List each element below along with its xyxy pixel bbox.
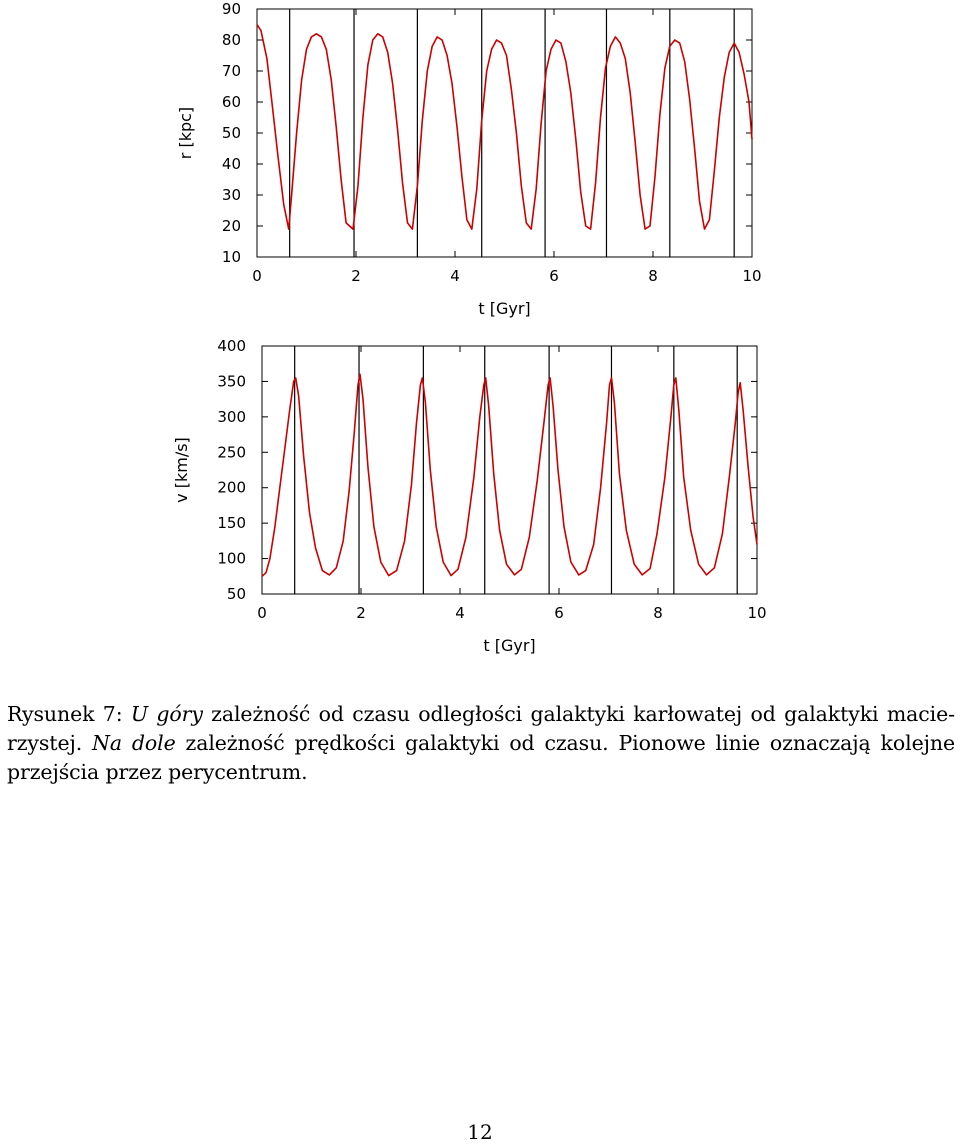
y-tick-label: 60 bbox=[221, 93, 241, 111]
x-tick-label: 2 bbox=[351, 267, 361, 285]
figure-caption bbox=[7, 700, 955, 787]
caption-line2-start: rzystej. bbox=[7, 731, 83, 755]
caption-line1-rest: zależność od czasu odległości galaktyki karłowatej od galaktyki macie- bbox=[211, 702, 955, 726]
series-line-rt bbox=[257, 25, 752, 230]
velocity-chart bbox=[172, 337, 767, 655]
series-line-vt bbox=[262, 374, 757, 576]
y-tick-label: 20 bbox=[221, 217, 241, 235]
caption-bottom-emph: Na dole bbox=[92, 731, 176, 755]
x-tick-label: 4 bbox=[450, 267, 460, 285]
y-tick-label: 70 bbox=[221, 62, 241, 80]
y-tick-label: 40 bbox=[221, 155, 241, 173]
y-tick-label: 200 bbox=[217, 478, 246, 497]
x-tick-label: 10 bbox=[747, 604, 767, 622]
page-number: 12 bbox=[467, 1120, 493, 1144]
y-tick-label: 300 bbox=[217, 407, 246, 426]
x-tick-label: 6 bbox=[549, 267, 559, 285]
caption-line2-rest: zależność prędkości galaktyki od czasu. Pionowe linie oznaczają kolejne bbox=[185, 731, 955, 755]
y-tick-label: 80 bbox=[221, 31, 241, 49]
caption-line-2 bbox=[7, 729, 955, 758]
x-tick-label: 0 bbox=[257, 604, 267, 622]
x-tick-label: 0 bbox=[252, 267, 262, 285]
y-tick-label: 400 bbox=[217, 337, 246, 355]
x-axis-label: t [Gyr] bbox=[483, 636, 536, 655]
y-tick-label: 90 bbox=[221, 0, 241, 18]
y-tick-label: 50 bbox=[221, 124, 241, 142]
y-tick-label: 150 bbox=[217, 514, 246, 533]
x-tick-label: 8 bbox=[653, 604, 663, 622]
caption-line-3: przejścia przez perycentrum. bbox=[7, 760, 308, 784]
x-tick-label: 4 bbox=[455, 604, 465, 622]
x-axis-label: t [Gyr] bbox=[478, 299, 531, 318]
y-tick-label: 100 bbox=[217, 549, 246, 568]
y-tick-label: 10 bbox=[221, 248, 241, 266]
caption-top-emph: U góry bbox=[130, 702, 203, 726]
x-tick-label: 8 bbox=[648, 267, 658, 285]
y-tick-label: 30 bbox=[221, 186, 241, 204]
plot-frame bbox=[257, 9, 752, 257]
y-tick-label: 350 bbox=[217, 372, 246, 391]
y-axis-label: r [kpc] bbox=[176, 106, 195, 160]
y-tick-label: 50 bbox=[226, 585, 246, 603]
x-tick-label: 2 bbox=[356, 604, 366, 622]
radius-chart bbox=[176, 0, 762, 318]
x-tick-label: 10 bbox=[742, 267, 762, 285]
x-tick-label: 6 bbox=[554, 604, 564, 622]
caption-label: Rysunek 7: bbox=[7, 702, 123, 726]
y-axis-label: v [km/s] bbox=[172, 437, 191, 503]
caption-line-1 bbox=[7, 700, 955, 729]
y-tick-label: 250 bbox=[217, 443, 246, 462]
